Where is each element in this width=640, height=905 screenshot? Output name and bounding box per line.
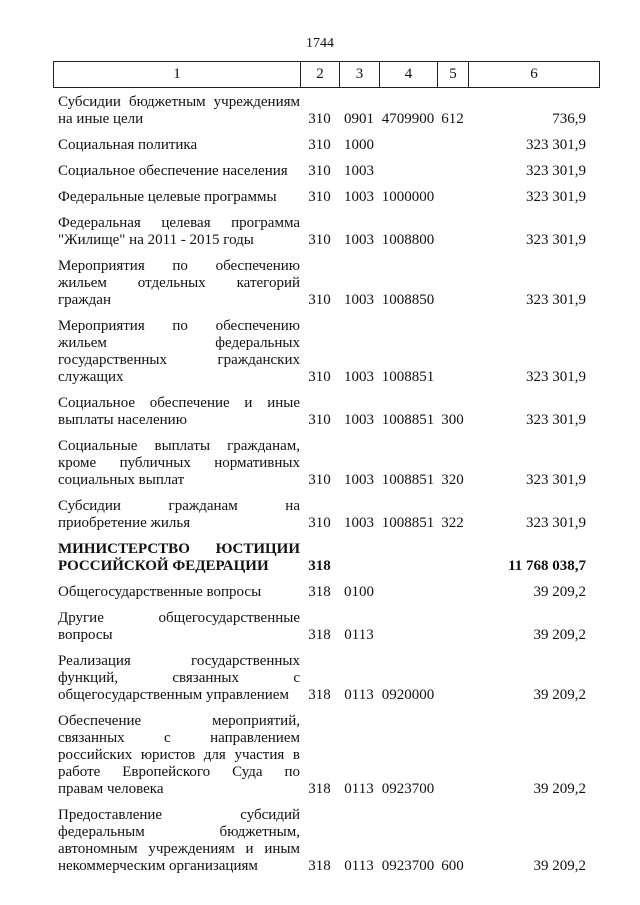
row-title-line: служащих (58, 369, 124, 385)
column-3-cell: 1003 (344, 515, 374, 531)
row-title-line: РОССИЙСКОЙ ФЕДЕРАЦИИ (58, 558, 269, 574)
amount-cell: 11 768 038,7 (508, 558, 586, 574)
table-row (53, 498, 599, 532)
column-2-cell: 318 (308, 781, 331, 797)
table-row (53, 713, 599, 798)
column-header-1: 1 (54, 62, 301, 88)
row-title (53, 215, 300, 249)
table-row (53, 395, 599, 429)
row-title (53, 541, 300, 575)
amount-cell: 736,9 (552, 111, 586, 127)
page-number: 1744 (306, 36, 334, 51)
column-3-cell: 1003 (344, 163, 374, 179)
column-3-cell: 0100 (344, 584, 374, 600)
table-row (53, 163, 599, 180)
row-title (53, 395, 300, 429)
column-2-cell: 318 (308, 584, 331, 600)
table-row (53, 215, 599, 249)
table-row (53, 653, 599, 704)
row-title-line: выплаты населению (58, 412, 187, 428)
row-title-line: приобретение жилья (58, 515, 191, 531)
amount-cell: 323 301,9 (526, 472, 586, 488)
table-row (53, 258, 599, 309)
row-title-line: Социальная политика (58, 137, 198, 153)
column-2-cell: 318 (308, 858, 331, 874)
column-3-cell: 1003 (344, 412, 374, 428)
row-title-line: социальных выплат (58, 472, 185, 488)
column-header-5: 5 (438, 62, 469, 88)
amount-cell: 39 209,2 (533, 858, 586, 874)
column-4-cell: 0923700 (381, 781, 435, 797)
row-title-line: Социальное обеспечение и иные (58, 395, 300, 411)
row-title-line: жильем федеральных (58, 335, 300, 351)
row-title-line: правам человека (58, 781, 164, 797)
row-title (53, 163, 300, 180)
column-2-cell: 318 (308, 558, 331, 574)
row-title-line: Социальные выплаты гражданам, (58, 438, 300, 454)
row-title-line: связанных с направлением (58, 730, 300, 746)
table-row (53, 807, 599, 875)
column-5-cell: 612 (441, 111, 464, 127)
row-title-line: работе Европейского Суда по (58, 764, 300, 780)
row-title-line: Обеспечение мероприятий, (58, 713, 300, 729)
row-title (53, 94, 300, 128)
column-4-cell: 1008850 (381, 292, 435, 308)
table-row (53, 94, 599, 128)
column-2-cell: 310 (308, 472, 331, 488)
amount-cell: 39 209,2 (533, 687, 586, 703)
column-4-cell: 4709900 (381, 111, 435, 127)
row-title-line: Общегосударственные вопросы (58, 584, 262, 600)
amount-cell: 323 301,9 (526, 369, 586, 385)
row-title (53, 498, 300, 532)
column-3-cell: 0113 (344, 858, 374, 874)
table-row (53, 137, 599, 154)
column-5-cell: 600 (441, 858, 464, 874)
column-2-cell: 310 (308, 189, 331, 205)
row-title-line: Другие общегосударственные (58, 610, 300, 626)
row-title (53, 137, 300, 154)
row-title-line: Субсидии гражданам на (58, 498, 300, 514)
amount-cell: 323 301,9 (526, 232, 586, 248)
column-3-cell: 0901 (344, 111, 374, 127)
column-4-cell: 1008851 (381, 412, 435, 428)
column-5-cell: 322 (441, 515, 464, 531)
row-title-line: Федеральная целевая программа (58, 215, 300, 231)
table-row (53, 584, 599, 601)
row-title-line: вопросы (58, 627, 113, 643)
row-title-line: государственных гражданских (58, 352, 300, 368)
row-title-line: жильем отдельных категорий (58, 275, 300, 291)
column-2-cell: 310 (308, 232, 331, 248)
column-3-cell: 1000 (344, 137, 374, 153)
row-title (53, 189, 300, 206)
amount-cell: 323 301,9 (526, 163, 586, 179)
column-4-cell: 1008851 (381, 369, 435, 385)
amount-cell: 39 209,2 (533, 781, 586, 797)
row-title (53, 610, 300, 644)
row-title-line: федеральным бюджетным, (58, 824, 300, 840)
row-title-line: Предоставление субсидий (58, 807, 300, 823)
column-header-row (53, 61, 600, 88)
column-2-cell: 310 (308, 137, 331, 153)
amount-cell: 323 301,9 (526, 412, 586, 428)
column-header-3: 3 (340, 62, 380, 88)
column-3-cell: 1003 (344, 232, 374, 248)
table-row (53, 189, 599, 206)
amount-cell: 323 301,9 (526, 137, 586, 153)
column-2-cell: 318 (308, 687, 331, 703)
row-title-line: Субсидии бюджетным учреждениям (58, 94, 300, 110)
row-title (53, 807, 300, 875)
column-2-cell: 310 (308, 412, 331, 428)
row-title-line: граждан (58, 292, 111, 308)
amount-cell: 323 301,9 (526, 189, 586, 205)
row-title-line: Социальное обеспечение населения (58, 163, 288, 179)
column-5-cell: 300 (441, 412, 464, 428)
column-2-cell: 310 (308, 292, 331, 308)
amount-cell: 39 209,2 (533, 584, 586, 600)
column-4-cell: 0923700 (381, 858, 435, 874)
table-row (53, 610, 599, 644)
table-row (53, 541, 599, 575)
row-title-line: общегосударственным управлением (58, 687, 289, 703)
row-title-line: Реализация государственных (58, 653, 300, 669)
row-title-line: российских юристов для участия в (58, 747, 300, 763)
column-4-cell: 1000000 (381, 189, 435, 205)
column-3-cell: 1003 (344, 472, 374, 488)
column-4-cell: 1008851 (381, 515, 435, 531)
column-5-cell: 320 (441, 472, 464, 488)
column-2-cell: 310 (308, 369, 331, 385)
column-header-2: 2 (301, 62, 340, 88)
table-row (53, 438, 599, 489)
column-header-6: 6 (469, 62, 600, 88)
table-row (53, 318, 599, 386)
row-title-line: Мероприятия по обеспечению (58, 258, 300, 274)
column-4-cell: 0920000 (381, 687, 435, 703)
column-3-cell: 0113 (344, 627, 374, 643)
column-4-cell: 1008851 (381, 472, 435, 488)
column-3-cell: 1003 (344, 189, 374, 205)
column-3-cell: 1003 (344, 369, 374, 385)
row-title (53, 584, 300, 601)
column-3-cell: 0113 (344, 687, 374, 703)
row-title (53, 318, 300, 386)
amount-cell: 323 301,9 (526, 515, 586, 531)
row-title-line: МИНИСТЕРСТВО ЮСТИЦИИ (58, 541, 300, 557)
row-title-line: некоммерческим организациям (58, 858, 258, 874)
column-2-cell: 310 (308, 515, 331, 531)
amount-cell: 39 209,2 (533, 627, 586, 643)
row-title (53, 258, 300, 309)
row-title-line: автономным учреждениям и иным (58, 841, 300, 857)
row-title-line: Федеральные целевые программы (58, 189, 277, 205)
amount-cell: 323 301,9 (526, 292, 586, 308)
row-title-line: "Жилище" на 2011 - 2015 годы (58, 232, 254, 248)
row-title-line: на иные цели (58, 111, 144, 127)
row-title-line: кроме публичных нормативных (58, 455, 300, 471)
row-title (53, 713, 300, 798)
row-title (53, 653, 300, 704)
column-3-cell: 1003 (344, 292, 374, 308)
row-title-line: функций, связанных с (58, 670, 300, 686)
budget-table-body (53, 94, 599, 884)
column-2-cell: 318 (308, 627, 331, 643)
column-2-cell: 310 (308, 111, 331, 127)
column-2-cell: 310 (308, 163, 331, 179)
column-3-cell: 0113 (344, 781, 374, 797)
row-title (53, 438, 300, 489)
row-title-line: Мероприятия по обеспечению (58, 318, 300, 334)
column-4-cell: 1008800 (381, 232, 435, 248)
column-header-4: 4 (380, 62, 438, 88)
